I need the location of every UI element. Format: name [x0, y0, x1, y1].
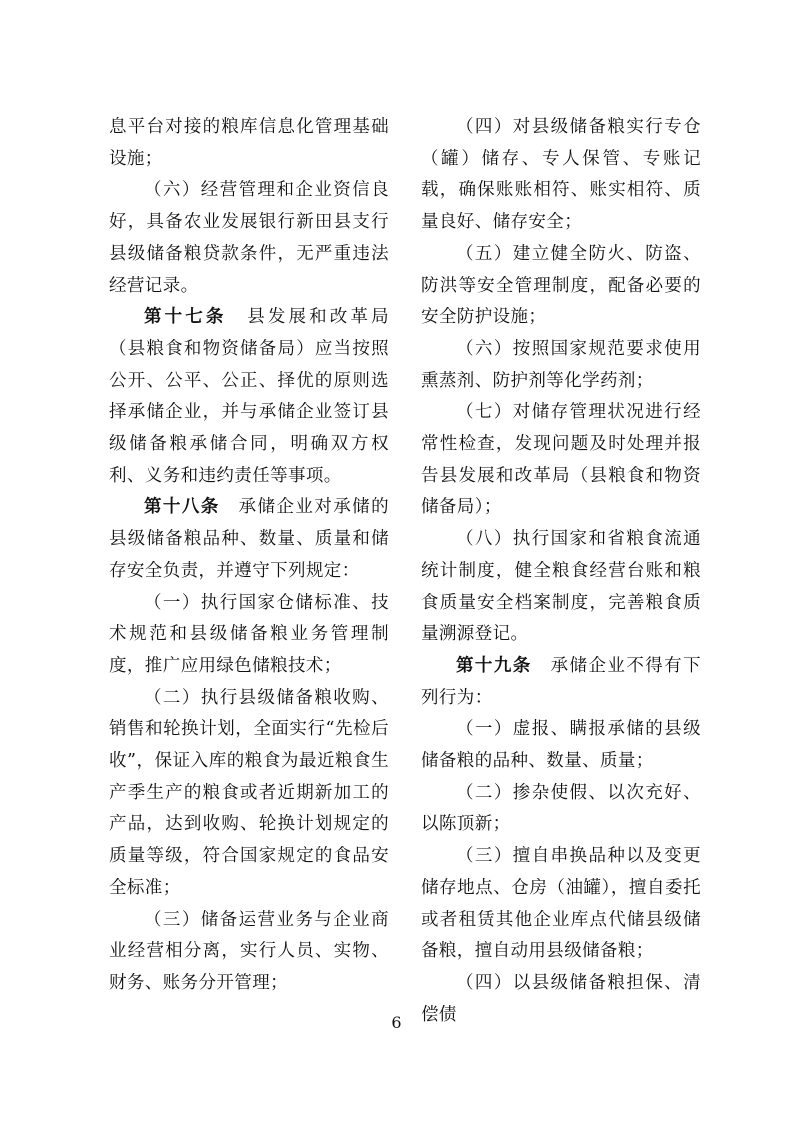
paragraph: （八）执行国家和省粮食流通统计制度，健全粮食经营台账和粮食质量安全档案制度，完善粮食质量溯源登记。 [421, 529, 701, 645]
paragraph: （二）掺杂使假、以次充好、以陈顶新； [421, 782, 701, 835]
paragraph: （六）按照国家规范要求使用熏蒸剂、防护剂等化学药剂； [421, 338, 701, 391]
article-paragraph: 第十八条 承储企业对承储的县级储备粮品种、数量、质量和储存安全负责，并遵守下列规定： [109, 497, 389, 581]
article-paragraph: 第十七条 县发展和改革局（县粮食和物资储备局）应当按照公开、公平、公正、择优的原则选择承储企业，并与承储企业签订县级储备粮承储合同，明确双方权利、义务和违约责任等事项。 [109, 307, 389, 486]
paragraph: （一）执行国家仓储标准、技术规范和县级储备粮业务管理制度，推广应用绿色储粮技术； [109, 592, 389, 676]
left-column [109, 112, 389, 1000]
paragraph: （五）建立健全防火、防盗、防洪等安全管理制度，配备必要的安全防护设施； [421, 243, 701, 328]
paragraph: （四）以县级储备粮担保、清偿债 [421, 972, 701, 1025]
article-number: 第十八条 [144, 497, 220, 518]
paragraph: （六）经营管理和企业资信良好，具备农业发展银行新田县支行县级储备粮贷款条件，无严重违法经营记录。 [109, 180, 389, 296]
article-paragraph: 第十九条 承储企业不得有下列行为： [421, 655, 701, 708]
paragraph: （四）对县级储备粮实行专仓（罐）储存、专人保管、专账记载，确保账账相符、账实相符、质量良好、储存安全； [421, 117, 701, 233]
article-number: 第十九条 [456, 655, 532, 676]
paragraph: （二）执行县级储备粮收购、销售和轮换计划，全面实行“先检后收”，保证入库的粮食为最近粮食生产季生产的粮食或者近期新加工的产品，达到收购、轮换计划规定的质量等级，符合国家规定的食品安全标准； [109, 687, 389, 898]
paragraph: 息平台对接的粮库信息化管理基础设施； [109, 117, 389, 169]
paragraph: （三）储备运营业务与企业商业经营相分离，实行人员、实物、财务、账务分开管理； [109, 909, 389, 993]
paragraph: （三）擅自串换品种以及变更储存地点、仓房（油罐），擅自委托或者租赁其他企业库点代储县级储备粮，擅自动用县级储备粮； [421, 846, 701, 962]
page-number: 6 [391, 1013, 402, 1032]
right-column [421, 112, 701, 1031]
paragraph: （七）对储存管理状况进行经常性检查，发现问题及时处理并报告县发展和改革局（县粮食和物资储备局）； [421, 402, 701, 518]
article-number: 第十七条 [144, 307, 227, 328]
paragraph: （一）虚报、瞒报承储的县级储备粮的品种、数量、质量； [421, 719, 701, 772]
